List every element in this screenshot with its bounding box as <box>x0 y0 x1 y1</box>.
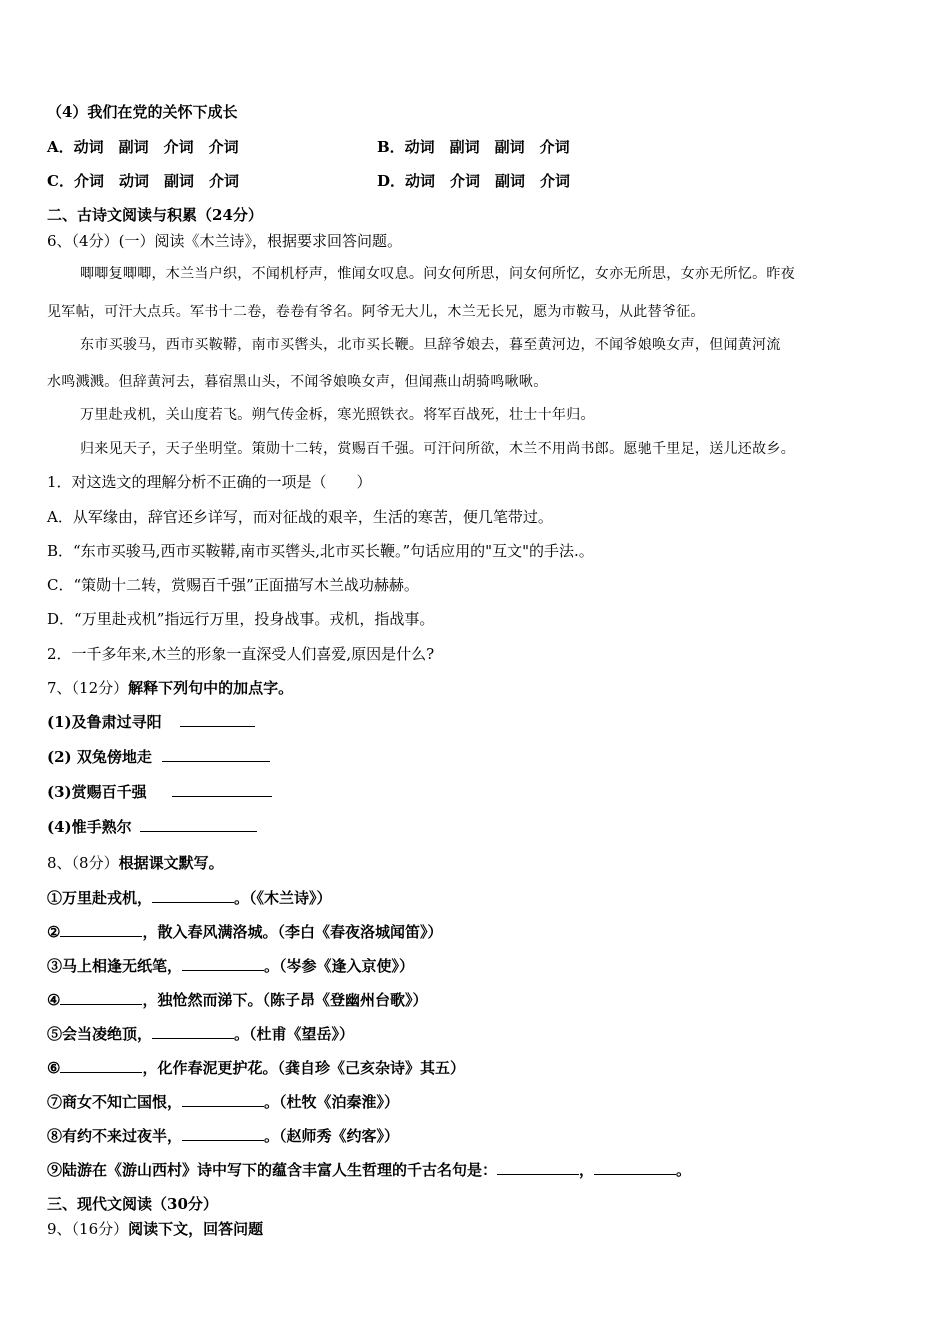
answer-blank[interactable] <box>594 1159 676 1175</box>
q7-item-text: (1)及鲁肃过寻阳 <box>47 713 162 731</box>
q8-item-post: ，独怆然而涕下。（陈子昂《登幽州台歌》） <box>142 991 428 1009</box>
q6-sub2: 2．一千多年来,木兰的形象一直深受人们喜爱,原因是什么? <box>47 645 435 663</box>
q8-item-pre: ② <box>47 923 61 941</box>
q7-item <box>47 816 257 837</box>
q5-item4-stem: （4）我们在党的关怀下成长 <box>47 103 238 121</box>
section2-title: 二、古诗文阅读与积累（24分） <box>47 206 263 224</box>
q8-item-pre: ⑦商女不知亡国恨， <box>47 1093 183 1111</box>
q8-item <box>47 887 332 908</box>
q8-item-pre: ⑧有约不来过夜半， <box>47 1127 183 1145</box>
answer-blank[interactable] <box>162 746 270 762</box>
q7-heading <box>47 678 293 698</box>
q6-sub1: 1．对这选文的理解分析不正确的一项是（ ） <box>47 473 372 491</box>
q6-option-c: C．“策勋十二转，赏赐百千强”正面描写木兰战功赫赫。 <box>47 576 419 594</box>
answer-blank[interactable] <box>152 887 234 903</box>
q6-title: 6、（4分）(一）阅读《木兰诗》，根据要求回答问题。 <box>47 232 402 250</box>
q8-prefix: 8、（8分） <box>47 854 119 872</box>
answer-blank[interactable] <box>182 1125 264 1141</box>
q7-item-text: (2) 双兔傍地走 <box>47 748 152 766</box>
q8-item-post: 。（杜甫《望岳》） <box>234 1025 355 1043</box>
q8-item <box>47 1023 354 1044</box>
poem-line: 唧唧复唧唧，木兰当户织，不闻机杼声，惟闻女叹息。问女何所思，问女何所忆，女亦无所思，女亦无所忆。昨夜 <box>80 266 795 282</box>
q7-item-text: (3)赏赐百千强 <box>47 783 147 801</box>
q8-item-post: ，化作春泥更护花。（龚自珍《己亥杂诗》其五） <box>142 1059 465 1077</box>
q8-item-pre: ⑤会当凌绝顶， <box>47 1025 153 1043</box>
q8-heading <box>47 853 224 873</box>
answer-blank[interactable] <box>182 1091 264 1107</box>
q6-option-b: B．“东市买骏马,西市买鞍鞯,南市买辔头,北市买长鞭。”句话应用的"互文"的手法.。 <box>47 542 594 560</box>
answer-blank[interactable] <box>497 1159 579 1175</box>
q8-item-post: ，散入春风满洛城。（李白《春夜洛城闻笛》） <box>142 923 443 941</box>
q6-option-a: A．从军缘由，辞官还乡详写，而对征战的艰辛，生活的寒苦，便几笔带过。 <box>47 508 553 526</box>
answer-blank[interactable] <box>152 1023 234 1039</box>
q9-title: 阅读下文，回答问题 <box>128 1220 264 1238</box>
q5-option-c: C．介词 动词 副词 介词 <box>47 172 239 190</box>
q8-item-post: 。（《木兰诗》） <box>234 889 332 907</box>
answer-blank[interactable] <box>172 781 272 797</box>
answer-blank[interactable] <box>60 989 142 1005</box>
answer-blank[interactable] <box>60 921 142 937</box>
q5-option-a: A．动词 副词 介词 介词 <box>47 138 239 156</box>
q8-item-post: 。（赵师秀《约客》） <box>264 1127 400 1145</box>
q7-item <box>47 746 270 767</box>
poem-line: 东市买骏马，西市买鞍鞯，南市买辔头，北市买长鞭。旦辞爷娘去，暮至黄河边，不闻爷娘唤女声，但闻黄河流 <box>80 337 781 353</box>
q7-prefix: 7、（12分） <box>47 679 129 697</box>
q8-item <box>47 921 442 942</box>
poem-line: 归来见天子，天子坐明堂。策勋十二转，赏赐百千强。可汗问所欲，木兰不用尚书郎。愿驰千里足，送儿还故乡。 <box>80 441 795 457</box>
q7-item-text: (4)惟手熟尔 <box>47 818 132 836</box>
q7-item <box>47 781 272 802</box>
q6-option-d: D．“万里赴戎机”指远行万里，投身战事。戎机，指战事。 <box>47 610 435 628</box>
answer-blank[interactable] <box>60 1057 142 1073</box>
poem-line: 万里赴戎机，关山度若飞。朔气传金柝，寒光照铁衣。将军百战死，壮士十年归。 <box>80 407 595 423</box>
q8-item9-pre: ⑨陆游在《游山西村》诗中写下的蕴含丰富人生哲理的千古名句是： <box>47 1161 498 1179</box>
q8-item <box>47 1057 465 1078</box>
q8-item9-post: 。 <box>676 1161 692 1179</box>
q8-item-pre: ④ <box>47 991 61 1009</box>
q8-item-post: 。（杜牧《泊秦淮》） <box>264 1093 400 1111</box>
answer-blank[interactable] <box>140 816 257 832</box>
poem-line: 见军帖，可汗大点兵。军书十二卷，卷卷有爷名。阿爷无大儿，木兰无长兄，愿为市鞍马，从此替爷征。 <box>47 304 705 320</box>
q8-item <box>47 1125 399 1146</box>
q9-prefix: 9、（16分） <box>47 1220 129 1238</box>
section3-title: 三、现代文阅读（30分） <box>47 1195 218 1213</box>
q8-item <box>47 955 414 976</box>
q8-item <box>47 989 427 1010</box>
answer-blank[interactable] <box>182 955 264 971</box>
q8-item-pre: ③马上相逢无纸笔， <box>47 957 183 975</box>
q8-item9 <box>47 1159 691 1180</box>
q7-title: 解释下列句中的加点字。 <box>128 679 294 697</box>
q8-item-pre: ⑥ <box>47 1059 61 1077</box>
q8-item-post: 。（岑参《逢入京使》） <box>264 957 415 975</box>
q8-item <box>47 1091 399 1112</box>
poem-line: 水鸣溅溅。但辞黄河去，暮宿黑山头，不闻爷娘唤女声，但闻燕山胡骑鸣啾啾。 <box>47 374 548 390</box>
q8-title: 根据课文默写。 <box>118 854 224 872</box>
q5-option-b: B．动词 副词 副词 介词 <box>377 138 570 156</box>
q9-heading <box>47 1219 263 1239</box>
q7-item <box>47 711 255 732</box>
q8-item9-mid: ， <box>579 1161 595 1179</box>
q5-option-d: D．动词 介词 副词 介词 <box>377 172 571 190</box>
q8-item-pre: ①万里赴戎机， <box>47 889 153 907</box>
answer-blank[interactable] <box>180 711 255 727</box>
